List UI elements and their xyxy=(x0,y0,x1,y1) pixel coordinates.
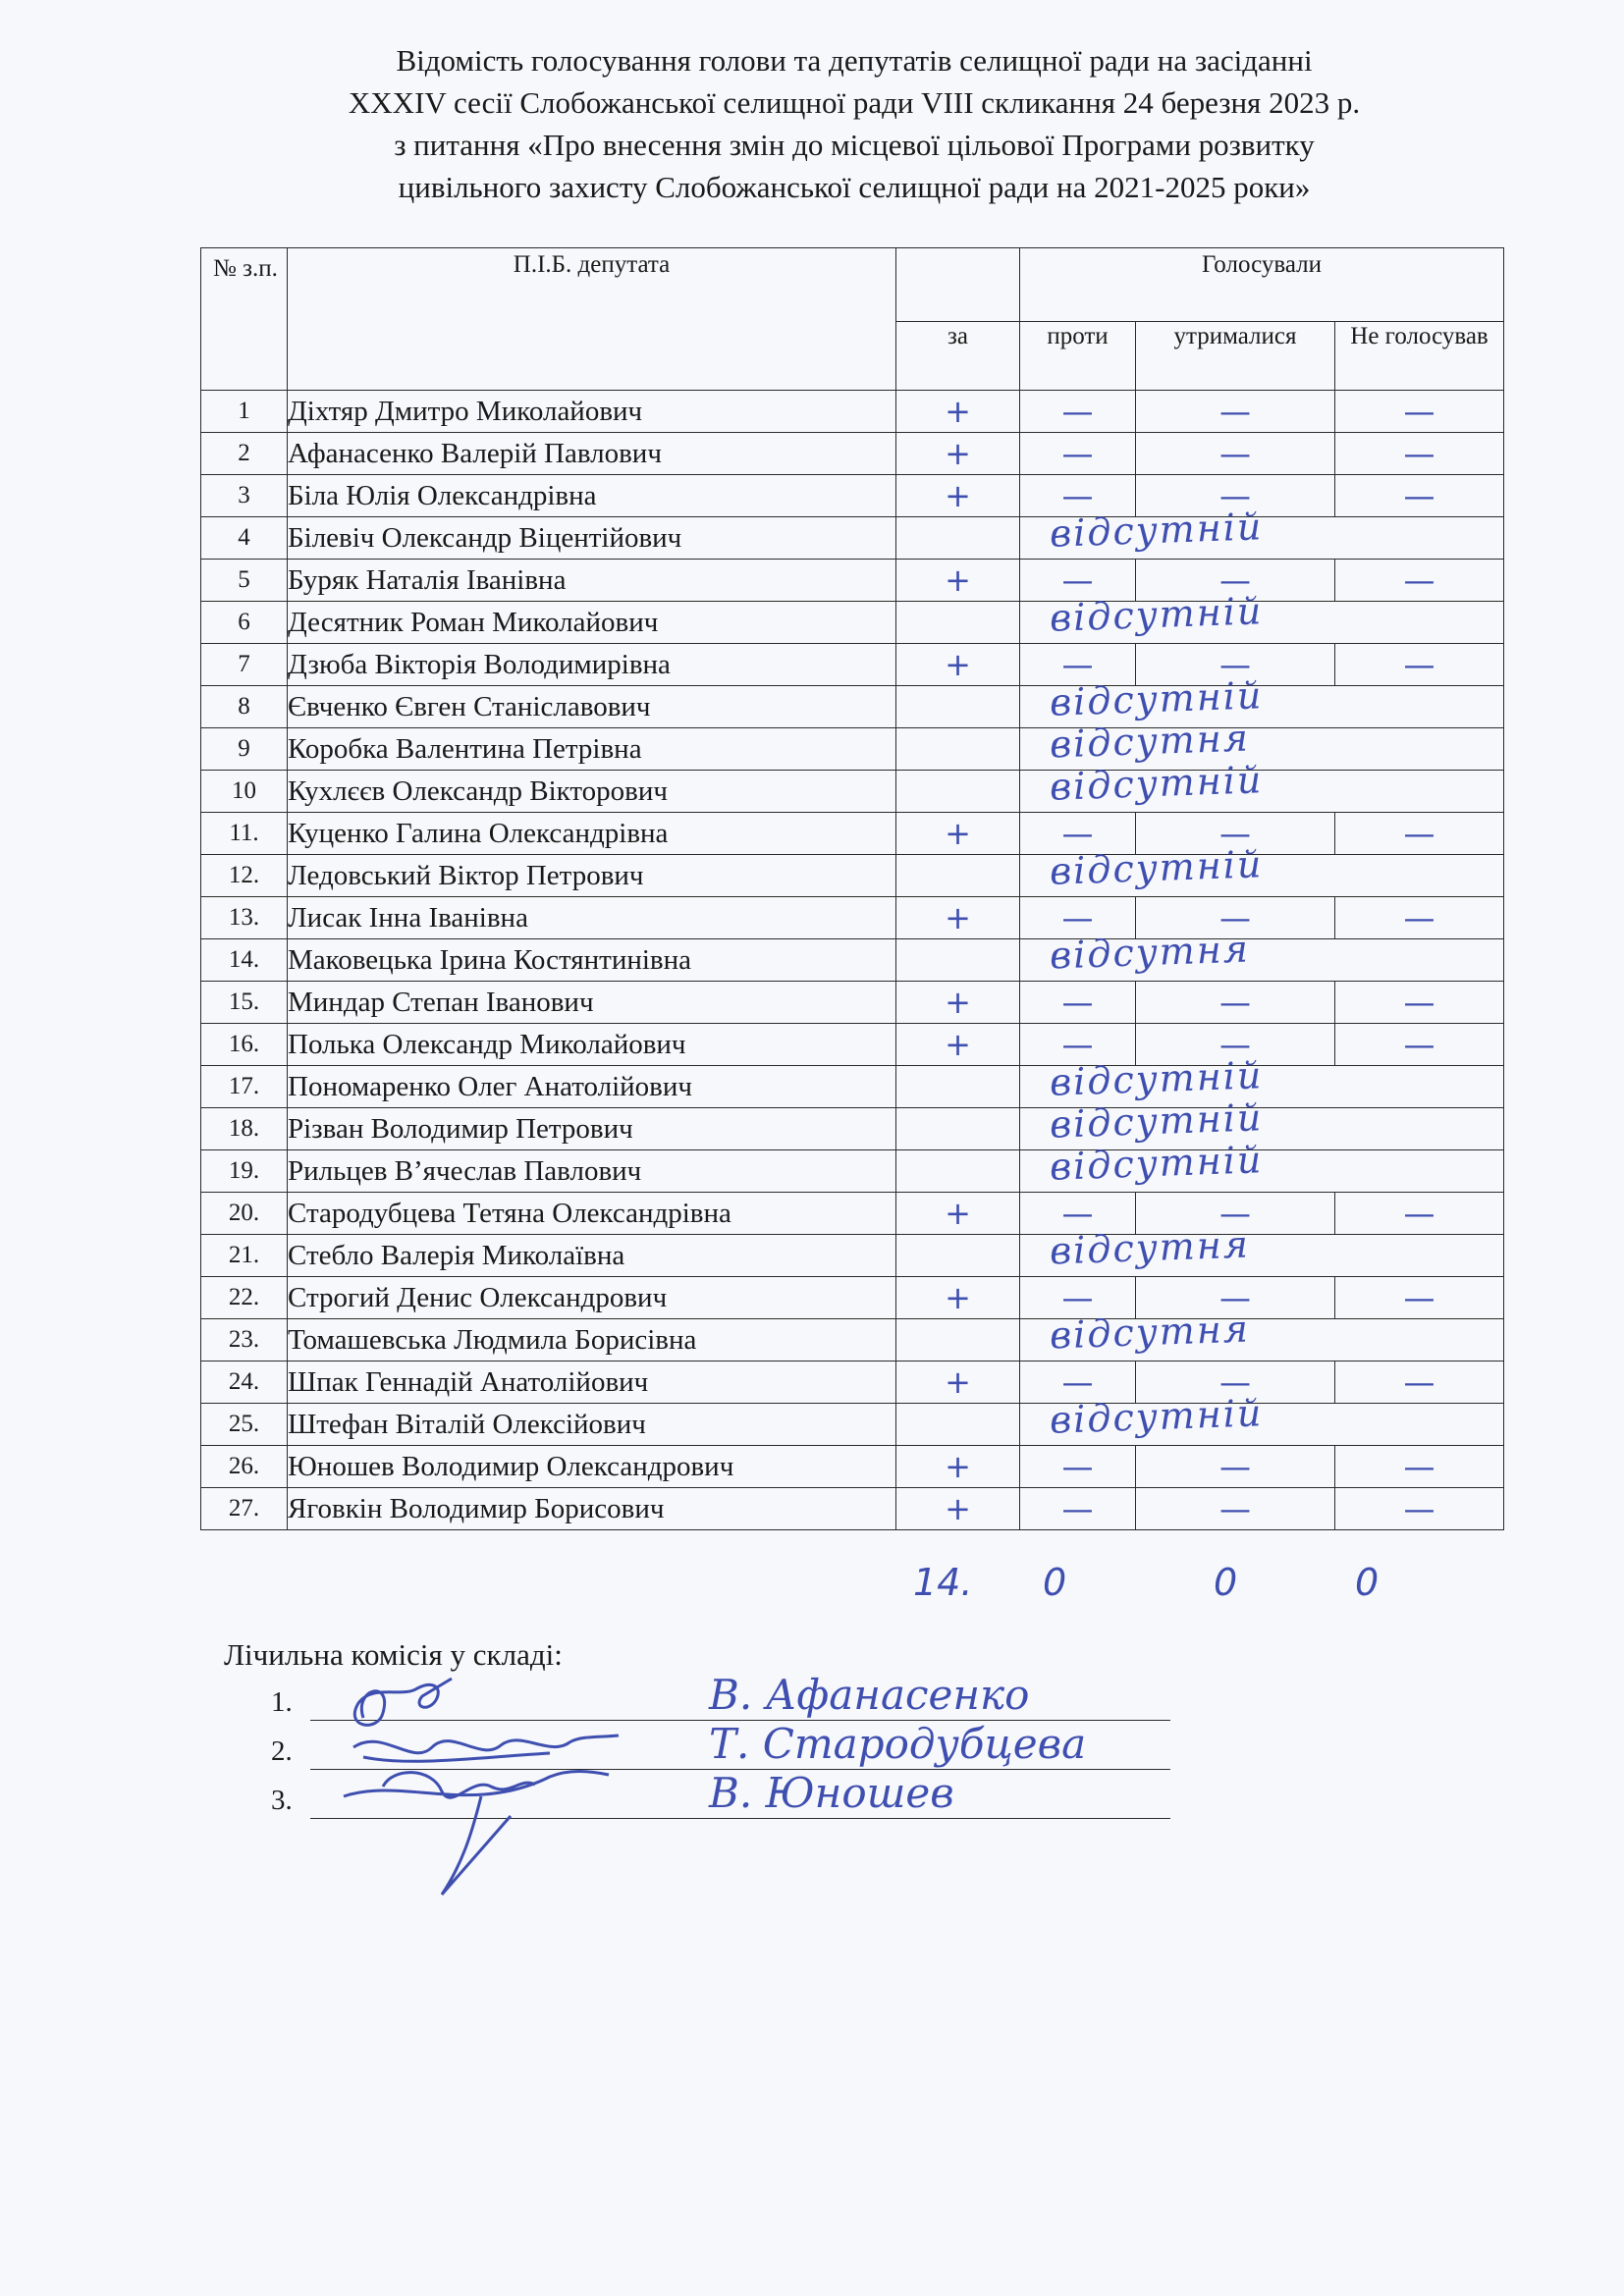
deputy-name: Лисак Інна Іванівна xyxy=(288,897,896,939)
vote-not-voted-cell: — xyxy=(1335,433,1504,475)
deputy-name: Кухлєєв Олександр Вікторович xyxy=(288,771,896,813)
vote-for-cell: + xyxy=(896,813,1020,855)
deputy-name: Десятник Роман Миколайович xyxy=(288,602,896,644)
signature-3 xyxy=(324,1757,677,1953)
deputy-name: Стародубцева Тетяна Олександрівна xyxy=(288,1193,896,1235)
deputy-name: Яговкін Володимир Борисович xyxy=(288,1488,896,1530)
vote-abstained-cell: — xyxy=(1136,982,1335,1024)
table-row xyxy=(201,1446,1504,1488)
deputy-name: Буряк Наталія Іванівна xyxy=(288,560,896,602)
vote-not-voted-cell: — xyxy=(1335,391,1504,433)
row-number: 3 xyxy=(201,475,288,517)
vote-not-voted-cell: — xyxy=(1335,1488,1504,1530)
header-number: № з.п. xyxy=(201,248,288,391)
vote-abstained-cell: — xyxy=(1136,475,1335,517)
vote-not-voted-cell: — xyxy=(1335,560,1504,602)
vote-not-voted-cell: — xyxy=(1335,1362,1504,1404)
table-row xyxy=(201,560,1504,602)
absent-note: відсутній xyxy=(1049,1391,1265,1442)
member-number: 2. xyxy=(271,1735,293,1767)
vote-for-cell xyxy=(896,1235,1020,1277)
row-number: 21. xyxy=(201,1235,288,1277)
table-row xyxy=(201,433,1504,475)
vote-abstained-cell: — xyxy=(1136,644,1335,686)
vote-not-voted-cell: — xyxy=(1335,813,1504,855)
vote-for-cell xyxy=(896,602,1020,644)
title-line: з питання «Про внесення змін до місцевої цільової Програми розвитку xyxy=(394,128,1315,162)
row-number: 9 xyxy=(201,728,288,771)
member-number: 1. xyxy=(271,1686,293,1718)
table-row xyxy=(201,517,1504,560)
vote-against-cell: — xyxy=(1020,1024,1136,1066)
row-number: 1 xyxy=(201,391,288,433)
header-not-voted: Не голосував xyxy=(1335,322,1504,391)
vote-abstained-cell: — xyxy=(1136,1362,1335,1404)
deputy-name: Томашевська Людмила Борисівна xyxy=(288,1319,896,1362)
absent-cell xyxy=(1020,1307,1504,1362)
vote-for-cell: + xyxy=(896,391,1020,433)
deputy-name: Ледовський Віктор Петрович xyxy=(288,855,896,897)
vote-for-cell: + xyxy=(896,1488,1020,1530)
absent-note: відсутній xyxy=(1049,1138,1265,1189)
table-row xyxy=(201,1319,1504,1362)
absent-note: відсутній xyxy=(1049,505,1265,556)
absent-cell xyxy=(1020,589,1504,644)
vote-for-cell xyxy=(896,1150,1020,1193)
title-line: XXXIV сесії Слобожанської селищної ради VIII скликання 24 березня 2023 р. xyxy=(348,85,1361,120)
row-number: 20. xyxy=(201,1193,288,1235)
row-number: 11. xyxy=(201,813,288,855)
table-row xyxy=(201,1404,1504,1446)
deputy-name: Куценко Галина Олександрівна xyxy=(288,813,896,855)
vote-against-cell: — xyxy=(1020,1277,1136,1319)
vote-for-cell: + xyxy=(896,897,1020,939)
vote-abstained-cell: — xyxy=(1136,391,1335,433)
header-blank xyxy=(896,248,1020,322)
vote-abstained-cell: — xyxy=(1136,1277,1335,1319)
vote-for-cell xyxy=(896,855,1020,897)
table-row xyxy=(201,771,1504,813)
total-for: 14. xyxy=(913,1561,973,1604)
table-row xyxy=(201,1066,1504,1108)
vote-abstained-cell: — xyxy=(1136,1193,1335,1235)
deputy-name: Євченко Євген Станіславович xyxy=(288,686,896,728)
vote-for-cell xyxy=(896,1108,1020,1150)
member-name: В. Афанасенко xyxy=(709,1671,1030,1719)
vote-for-cell: + xyxy=(896,644,1020,686)
row-number: 24. xyxy=(201,1362,288,1404)
row-number: 17. xyxy=(201,1066,288,1108)
member-name: В. Юношев xyxy=(709,1769,954,1817)
vote-abstained-cell: — xyxy=(1136,897,1335,939)
vote-against-cell: — xyxy=(1020,982,1136,1024)
row-number: 15. xyxy=(201,982,288,1024)
deputy-name: Діхтяр Дмитро Миколайович xyxy=(288,391,896,433)
vote-for-cell: + xyxy=(896,475,1020,517)
deputy-name: Полька Олександр Миколайович xyxy=(288,1024,896,1066)
row-number: 13. xyxy=(201,897,288,939)
table-row xyxy=(201,391,1504,433)
table-row xyxy=(201,644,1504,686)
row-number: 16. xyxy=(201,1024,288,1066)
row-number: 4 xyxy=(201,517,288,560)
deputy-name: Пономаренко Олег Анатолійович xyxy=(288,1066,896,1108)
member-number: 3. xyxy=(271,1785,293,1816)
table-row xyxy=(201,1488,1504,1530)
table-row xyxy=(201,1277,1504,1319)
title-line: цивільного захисту Слобожанської селищної ради на 2021-2025 роки» xyxy=(398,170,1311,204)
row-number: 19. xyxy=(201,1150,288,1193)
row-number: 27. xyxy=(201,1488,288,1530)
row-number: 23. xyxy=(201,1319,288,1362)
absent-note: відсутній xyxy=(1049,842,1265,893)
vote-abstained-cell: — xyxy=(1136,1488,1335,1530)
row-number: 7 xyxy=(201,644,288,686)
vote-for-cell xyxy=(896,939,1020,982)
vote-not-voted-cell: — xyxy=(1335,475,1504,517)
vote-for-cell: + xyxy=(896,1024,1020,1066)
deputy-name: Афанасенко Валерій Павлович xyxy=(288,433,896,475)
vote-against-cell: — xyxy=(1020,897,1136,939)
vote-not-voted-cell: — xyxy=(1335,982,1504,1024)
vote-for-cell: + xyxy=(896,1362,1020,1404)
vote-abstained-cell: — xyxy=(1136,433,1335,475)
vote-against-cell: — xyxy=(1020,1446,1136,1488)
table-row xyxy=(201,1024,1504,1066)
total-against: 0 xyxy=(1043,1561,1067,1604)
deputy-name: Різван Володимир Петрович xyxy=(288,1108,896,1150)
row-number: 18. xyxy=(201,1108,288,1150)
vote-not-voted-cell: — xyxy=(1335,1446,1504,1488)
absent-note: відсутній xyxy=(1049,1095,1265,1147)
commission-label: Лічильна комісія у складі: xyxy=(224,1637,563,1672)
table-row xyxy=(201,475,1504,517)
voting-table xyxy=(200,247,1504,1530)
table-row xyxy=(201,1362,1504,1404)
absent-cell xyxy=(1020,842,1504,897)
vote-not-voted-cell: — xyxy=(1335,1024,1504,1066)
absent-cell xyxy=(1020,758,1504,813)
table-row xyxy=(201,1235,1504,1277)
table-row xyxy=(201,897,1504,939)
row-number: 12. xyxy=(201,855,288,897)
absent-cell xyxy=(1020,1391,1504,1446)
vote-not-voted-cell: — xyxy=(1335,1277,1504,1319)
deputy-name: Строгий Денис Олександрович xyxy=(288,1277,896,1319)
total-not-voted: 0 xyxy=(1355,1561,1380,1604)
row-number: 6 xyxy=(201,602,288,644)
row-number: 2 xyxy=(201,433,288,475)
vote-for-cell xyxy=(896,771,1020,813)
row-number: 22. xyxy=(201,1277,288,1319)
absent-note: відсутня xyxy=(1049,1222,1251,1273)
table-row xyxy=(201,982,1504,1024)
table-row xyxy=(201,1150,1504,1193)
absent-note: відсутня xyxy=(1049,927,1251,978)
vote-against-cell: — xyxy=(1020,1193,1136,1235)
header-abstained: утрималися xyxy=(1136,322,1335,391)
vote-not-voted-cell: — xyxy=(1335,644,1504,686)
vote-against-cell: — xyxy=(1020,475,1136,517)
row-number: 5 xyxy=(201,560,288,602)
absent-note: відсутній xyxy=(1049,758,1265,809)
deputy-name: Рильцев В’ячеслав Павлович xyxy=(288,1150,896,1193)
vote-for-cell: + xyxy=(896,1277,1020,1319)
vote-for-cell xyxy=(896,1066,1020,1108)
vote-for-cell xyxy=(896,1404,1020,1446)
table-row xyxy=(201,728,1504,771)
vote-against-cell: — xyxy=(1020,433,1136,475)
absent-note: відсутній xyxy=(1049,589,1265,640)
deputy-name: Юношев Володимир Олександрович xyxy=(288,1446,896,1488)
vote-for-cell xyxy=(896,517,1020,560)
title-line: Відомість голосування голови та депутатів селищної ради на засіданні xyxy=(396,43,1313,78)
document-title xyxy=(196,39,1512,208)
vote-against-cell: — xyxy=(1020,644,1136,686)
table-row xyxy=(201,602,1504,644)
vote-for-cell: + xyxy=(896,560,1020,602)
vote-against-cell: — xyxy=(1020,560,1136,602)
table-row xyxy=(201,813,1504,855)
absent-cell xyxy=(1020,505,1504,560)
absent-cell xyxy=(1020,1222,1504,1277)
deputy-name: Шпак Геннадій Анатолійович xyxy=(288,1362,896,1404)
vote-for-cell: + xyxy=(896,1446,1020,1488)
header-against: проти xyxy=(1020,322,1136,391)
vote-not-voted-cell: — xyxy=(1335,1193,1504,1235)
row-number: 25. xyxy=(201,1404,288,1446)
vote-not-voted-cell: — xyxy=(1335,897,1504,939)
vote-for-cell: + xyxy=(896,433,1020,475)
row-number: 8 xyxy=(201,686,288,728)
table-row xyxy=(201,1108,1504,1150)
deputy-name: Штефан Віталій Олексійович xyxy=(288,1404,896,1446)
table-row xyxy=(201,855,1504,897)
table-body xyxy=(201,391,1504,1530)
deputy-name: Миндар Степан Іванович xyxy=(288,982,896,1024)
vote-abstained-cell: — xyxy=(1136,1446,1335,1488)
vote-against-cell: — xyxy=(1020,1362,1136,1404)
absent-cell xyxy=(1020,927,1504,982)
vote-for-cell: + xyxy=(896,1193,1020,1235)
vote-against-cell: — xyxy=(1020,813,1136,855)
header-for: за xyxy=(896,322,1020,391)
vote-against-cell: — xyxy=(1020,1488,1136,1530)
vote-for-cell xyxy=(896,728,1020,771)
absent-note: відсутня xyxy=(1049,716,1251,767)
table-row xyxy=(201,1193,1504,1235)
deputy-name: Коробка Валентина Петрівна xyxy=(288,728,896,771)
deputy-name: Біла Юлія Олександрівна xyxy=(288,475,896,517)
deputy-name: Маковецька Ірина Костянтинівна xyxy=(288,939,896,982)
absent-cell xyxy=(1020,1138,1504,1193)
absent-note: відсутня xyxy=(1049,1307,1251,1358)
vote-for-cell: + xyxy=(896,982,1020,1024)
deputy-name: Білевіч Олександр Віцентійович xyxy=(288,517,896,560)
vote-against-cell: — xyxy=(1020,391,1136,433)
row-number: 14. xyxy=(201,939,288,982)
vote-for-cell xyxy=(896,686,1020,728)
absent-note: відсутній xyxy=(1049,673,1265,724)
row-number: 26. xyxy=(201,1446,288,1488)
deputy-name: Дзюба Вікторія Володимирівна xyxy=(288,644,896,686)
row-number: 10 xyxy=(201,771,288,813)
header-voted: Голосували xyxy=(1020,248,1504,322)
absent-note: відсутній xyxy=(1049,1053,1265,1104)
table-row xyxy=(201,686,1504,728)
vote-for-cell xyxy=(896,1319,1020,1362)
header-name: П.І.Б. депутата xyxy=(288,248,896,391)
table-row xyxy=(201,939,1504,982)
member-name: Т. Стародубцева xyxy=(709,1720,1087,1768)
deputy-name: Стебло Валерія Миколаївна xyxy=(288,1235,896,1277)
vote-abstained-cell: — xyxy=(1136,1024,1335,1066)
vote-abstained-cell: — xyxy=(1136,813,1335,855)
vote-abstained-cell: — xyxy=(1136,560,1335,602)
total-abstained: 0 xyxy=(1214,1561,1238,1604)
